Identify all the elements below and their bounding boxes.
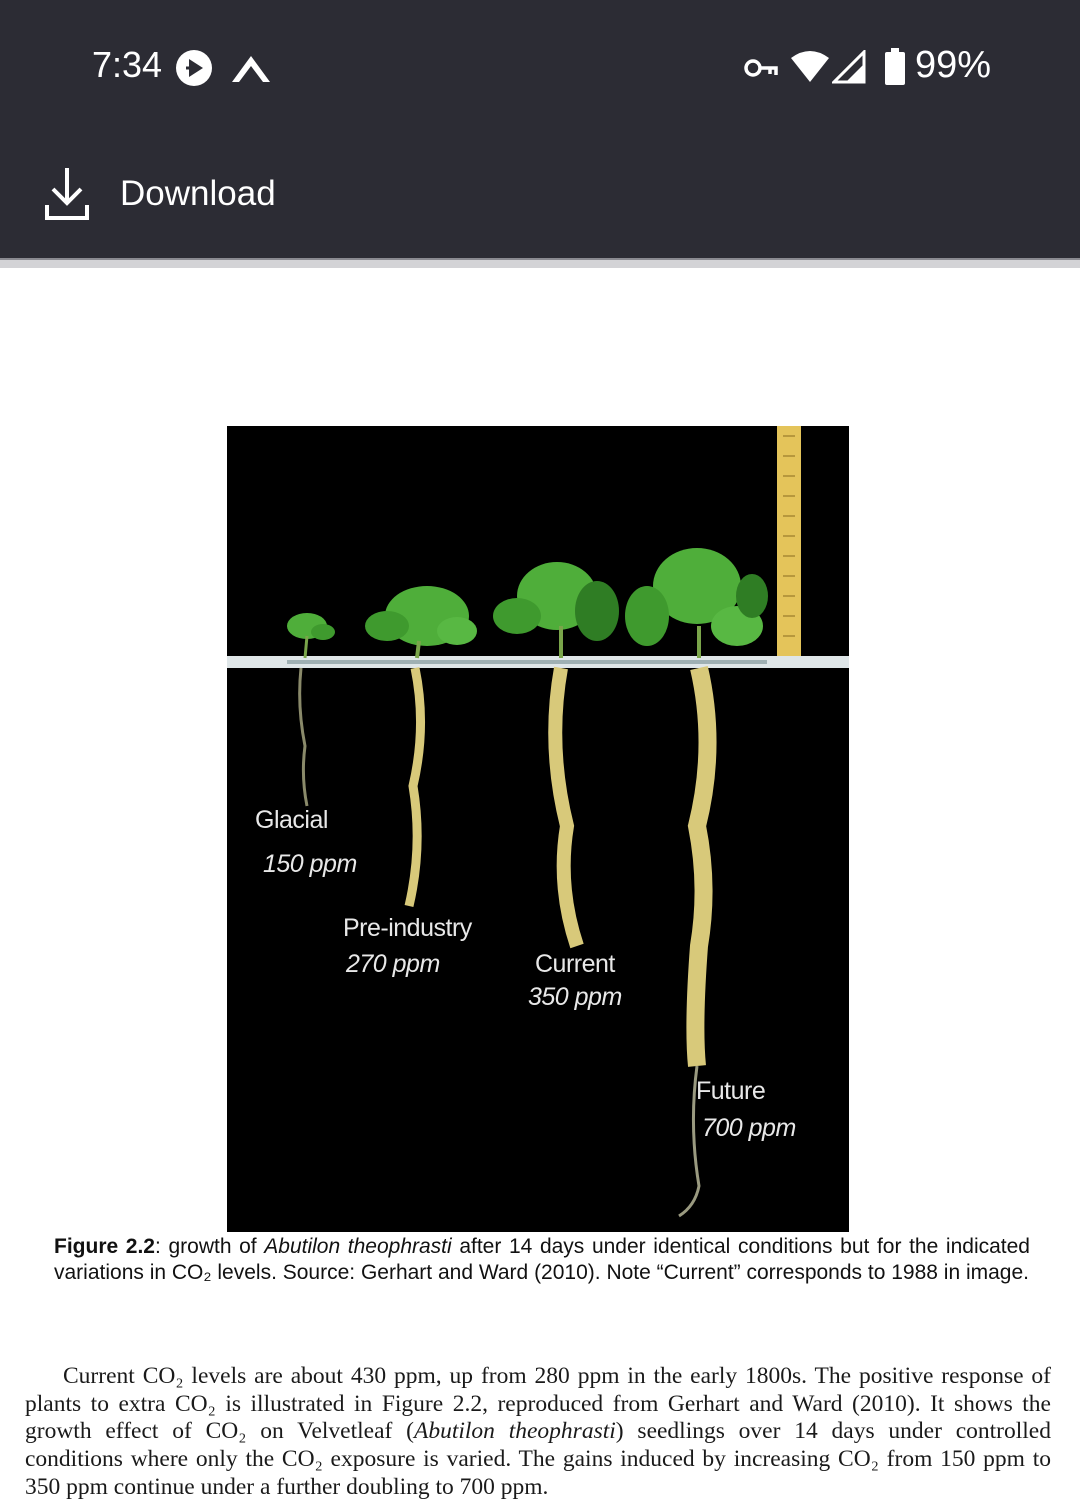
caption-species: Abutilon theophrasti (264, 1235, 452, 1258)
battery-icon (884, 48, 906, 86)
current-label: Current (535, 950, 615, 978)
caption-text-a: : growth of (155, 1235, 265, 1258)
pre-industry-ppm: 270 ppm (346, 950, 440, 978)
body-paragraph (25, 1363, 1051, 1502)
caption-text-b: after 14 days under identical conditions but for the indicated variations in CO₂ levels. Source: Gerhart and Ward (2010). Note “Current” corresponds to 1988 in image. (54, 1235, 1030, 1284)
body-species: Abutilon theophrasti (413, 1418, 616, 1445)
toolbar-divider (0, 258, 1080, 268)
future-ppm: 700 ppm (702, 1114, 796, 1142)
signal-icon (832, 50, 866, 84)
app-top-bar (0, 0, 1080, 258)
download-label[interactable]: Download (120, 174, 276, 213)
current-plant (493, 562, 619, 946)
future-label: Future (696, 1077, 766, 1105)
battery-percentage: 99% (915, 44, 992, 86)
status-time: 7:34 (92, 44, 163, 85)
vpn-key-icon (744, 57, 778, 79)
glacial-ppm: 150 ppm (263, 850, 357, 878)
figure-ref: Figure 2.2 (54, 1235, 155, 1258)
pre-industry-label: Pre-industry (343, 914, 472, 942)
plant-growth-figure (227, 426, 849, 1232)
mountain-icon (230, 52, 272, 84)
download-icon (44, 165, 90, 221)
wifi-icon (790, 50, 830, 84)
body-text-p2: ) seedlings over 14 days under controlled conditions where only the CO₂ exposure is varied. The gains induced by increasing CO₂ from 150 ppm to 350 ppm continue under a further doubling to 700 ppm. (25, 1418, 1051, 1500)
glacial-label: Glacial (255, 806, 328, 834)
pre-industry-plant (365, 586, 477, 906)
current-ppm: 350 ppm (528, 983, 622, 1011)
download-button[interactable] (44, 165, 90, 225)
glacial-plant (287, 613, 335, 806)
play-circle-icon (175, 49, 213, 87)
body-text-p1: Current CO₂ levels are about 430 ppm, up from 280 ppm in the early 1800s. The positive response of plants to extra CO₂ is illustrated in Figure 2.2, reproduced from Gerhart and Ward (2010). It shows the growth effect of CO₂ on Velvetleaf ( (25, 1363, 1051, 1445)
figure-caption (54, 1234, 1030, 1285)
ruler (777, 426, 801, 658)
